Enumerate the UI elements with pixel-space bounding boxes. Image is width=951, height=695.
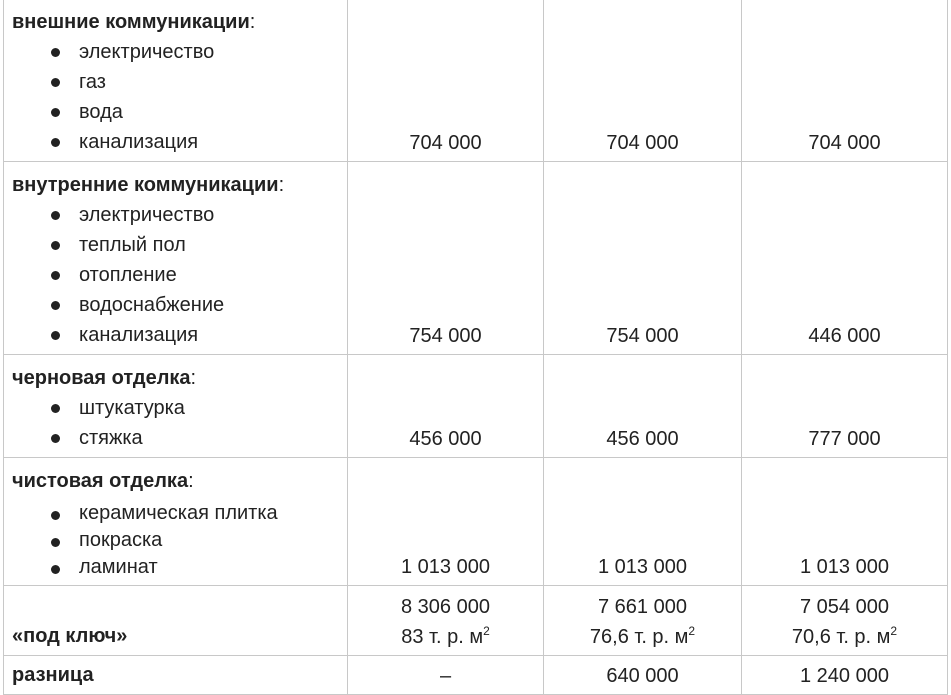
cell-value: 754 000 — [348, 162, 544, 355]
row-title: чистовая отделка — [12, 470, 189, 492]
row-label — [4, 656, 348, 695]
list-item: электричество — [12, 37, 339, 67]
total-value: 8 306 000 — [401, 596, 490, 618]
cell-value: – — [348, 656, 544, 695]
row-title: внутренние коммуникации — [12, 174, 279, 196]
cell-value: 640 000 — [544, 656, 742, 695]
cell-value: 456 000 — [348, 355, 544, 458]
list-item: электричество — [12, 200, 339, 230]
total-value: 7 054 000 — [800, 596, 889, 618]
row-title: черновая отделка — [12, 367, 191, 389]
table-row-internal — [4, 162, 948, 355]
cell-value: 704 000 — [742, 0, 948, 162]
list-item: канализация — [12, 320, 339, 350]
list-item: вода — [12, 97, 339, 127]
cell-value — [544, 586, 742, 656]
cost-table — [3, 0, 948, 695]
cell-value: 456 000 — [544, 355, 742, 458]
cell-value — [742, 586, 948, 656]
item-list — [12, 37, 339, 157]
table-row-difference — [4, 656, 948, 695]
cell-value: 704 000 — [544, 0, 742, 162]
list-item: стяжка — [12, 423, 339, 453]
item-list — [12, 500, 339, 581]
row-title: «под ключ» — [12, 625, 128, 647]
row-label: чистовая отделка: керамическая плитка покраска ламинат — [4, 458, 348, 586]
cell-value: 754 000 — [544, 162, 742, 355]
per-m2-value: 76,6 т. р. $м^2$ — [589, 624, 696, 648]
list-item: керамическая плитка — [12, 500, 339, 527]
cell-value: 446 000 — [742, 162, 948, 355]
table-row-rough — [4, 355, 948, 458]
table-row-turnkey — [4, 586, 948, 656]
total-value: 7 661 000 — [598, 596, 687, 618]
list-item: канализация — [12, 127, 339, 157]
row-label: внутренние коммуникации: электричество теплый пол отопление водоснабжение канализация — [4, 162, 348, 355]
list-item: ламинат — [12, 554, 339, 581]
cell-value — [348, 586, 544, 656]
cell-value: 1 013 000 — [742, 458, 948, 586]
per-m2-value: 70,6 т. р. $м^2$ — [791, 624, 898, 648]
table-row-fine — [4, 458, 948, 586]
list-item: водоснабжение — [12, 290, 339, 320]
cell-value: 1 013 000 — [544, 458, 742, 586]
list-item: покраска — [12, 527, 339, 554]
list-item: теплый пол — [12, 230, 339, 260]
cell-value: 1 013 000 — [348, 458, 544, 586]
list-item: отопление — [12, 260, 339, 290]
row-label — [4, 586, 348, 656]
per-m2-value: 83 т. р. $м^2$ — [401, 624, 490, 648]
item-list — [12, 200, 339, 350]
list-item: газ — [12, 67, 339, 97]
table-row-external — [4, 0, 948, 162]
list-item: штукатурка — [12, 393, 339, 423]
cell-value: 777 000 — [742, 355, 948, 458]
cell-value: 704 000 — [348, 0, 544, 162]
item-list — [12, 393, 339, 453]
row-title: внешние коммуникации — [12, 11, 250, 33]
row-label: черновая отделка: штукатурка стяжка — [4, 355, 348, 458]
row-label: внешние коммуникации: электричество газ вода канализация — [4, 0, 348, 162]
row-title: разница — [12, 664, 94, 686]
cell-value: 1 240 000 — [742, 656, 948, 695]
